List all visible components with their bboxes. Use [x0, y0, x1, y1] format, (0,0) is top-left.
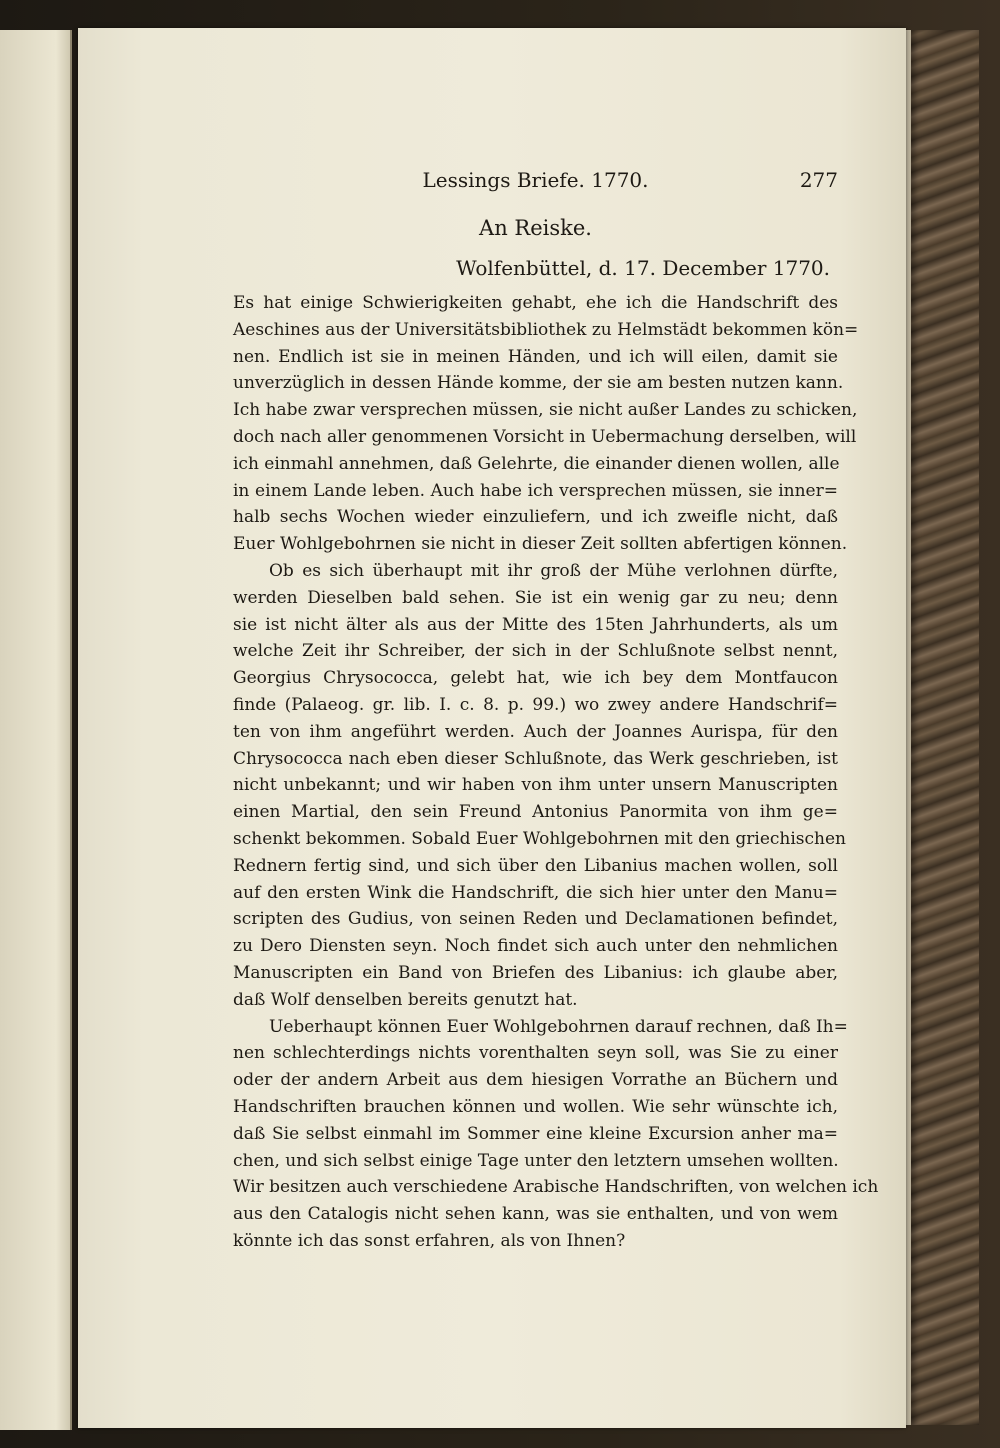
- text-line: schenkt bekommen. Sobald Euer Wohlgebohrnen mit den griechischen: [233, 828, 846, 849]
- text-line: Georgius Chrysococca, gelebt hat, wie ich bey dem Montfaucon: [233, 668, 838, 689]
- text-line: sie ist nicht älter als aus der Mitte des 15ten Jahrhunderts, als um: [233, 614, 838, 635]
- paragraph: [233, 290, 859, 558]
- page-number: 277: [799, 168, 838, 192]
- text-line: daß Wolf denselben bereits genutzt hat.: [233, 989, 578, 1010]
- text-line: Es hat einige Schwierigkeiten gehabt, ehe ich die Handschrift des: [233, 293, 838, 313]
- text-line: scripten des Gudius, von seinen Reden und Declamationen befindet,: [233, 909, 838, 930]
- text-line: Ob es sich überhaupt mit ihr groß der Mühe verlohnen dürfte,: [269, 560, 838, 581]
- text-line: ten von ihm angeführt werden. Auch der Joannes Aurispa, für den: [233, 721, 838, 742]
- text-line: aus den Catalogis nicht sehen kann, was sie enthalten, und von wem: [233, 1204, 838, 1225]
- text-line: Euer Wohlgebohrnen sie nicht in dieser Zeit sollten abfertigen können.: [233, 534, 848, 555]
- text-line: finde (Palaeog. gr. lib. I. c. 8. p. 99.) wo zwey andere Handschrif=: [233, 694, 838, 715]
- facing-page-edge: [0, 30, 72, 1430]
- book-page: [78, 28, 906, 1428]
- text-line: Ich habe zwar versprechen müssen, sie nicht außer Landes zu schicken,: [233, 400, 858, 421]
- text-line: oder der andern Arbeit aus dem hiesigen Vorrathe an Büchern und: [233, 1070, 838, 1091]
- text-line: könnte ich das sonst erfahren, als von Ihnen?: [233, 1230, 626, 1251]
- text-line: Manuscripten ein Band von Briefen des Libanius: ich glaube aber,: [233, 962, 838, 983]
- text-line: Aeschines aus der Universitätsbibliothek zu Helmstädt bekommen kön=: [233, 319, 859, 340]
- running-head: [233, 168, 838, 202]
- text-line: unverzüglich in dessen Hände komme, der sie am besten nutzen kann.: [233, 373, 844, 394]
- running-title: Lessings Briefe. 1770.: [422, 168, 649, 192]
- text-line: nicht unbekannt; und wir haben von ihm unter unsern Manuscripten: [233, 775, 838, 796]
- paragraph: [233, 558, 846, 1014]
- text-line: Ueberhaupt können Euer Wohlgebohrnen darauf rechnen, daß Ih=: [269, 1016, 848, 1037]
- book-fore-edge: [905, 30, 979, 1425]
- text-line: chen, und sich selbst einige Tage unter den letztern umsehen wollten.: [233, 1150, 839, 1171]
- text-line: auf den ersten Wink die Handschrift, die sich hier unter den Manu=: [233, 882, 838, 903]
- text-line: ich einmahl annehmen, daß Gelehrte, die einander dienen wollen, alle: [233, 453, 840, 474]
- text-line: nen. Endlich ist sie in meinen Händen, und ich will eilen, damit sie: [233, 346, 838, 367]
- text-line: doch nach aller genommenen Vorsicht in Uebermachung derselben, will: [233, 426, 857, 447]
- letter-body: [233, 290, 879, 1255]
- text-line: in einem Lande leben. Auch habe ich versprechen müssen, sie inner=: [233, 480, 838, 501]
- text-line: werden Dieselben bald sehen. Sie ist ein wenig gar zu neu; denn: [233, 587, 838, 608]
- text-line: Chrysococca nach eben dieser Schlußnote, das Werk geschrieben, ist: [233, 748, 838, 769]
- page-content: [233, 168, 879, 1255]
- text-line: Rednern fertig sind, und sich über den Libanius machen wollen, soll: [233, 855, 838, 876]
- text-line: halb sechs Wochen wieder einzuliefern, und ich zweifle nicht, daß: [233, 507, 838, 528]
- letter-heading: An Reiske.: [479, 216, 592, 240]
- text-line: nen schlechterdings nichts vorenthalten seyn soll, was Sie zu einer: [233, 1043, 838, 1064]
- letter-dateline: Wolfenbüttel, d. 17. December 1770.: [456, 256, 830, 280]
- text-line: Wir besitzen auch verschiedene Arabische Handschriften, von welchen ich: [233, 1177, 879, 1198]
- paragraph: [233, 1014, 879, 1255]
- text-line: daß Sie selbst einmahl im Sommer eine kleine Excursion anher ma=: [233, 1123, 838, 1144]
- text-line: einen Martial, den sein Freund Antonius Panormita von ihm ge=: [233, 802, 838, 823]
- text-line: welche Zeit ihr Schreiber, der sich in der Schlußnote selbst nennt,: [233, 641, 838, 662]
- text-line: Handschriften brauchen können und wollen. Wie sehr wünschte ich,: [233, 1096, 838, 1117]
- text-line: zu Dero Diensten seyn. Noch findet sich auch unter den nehmlichen: [233, 936, 838, 957]
